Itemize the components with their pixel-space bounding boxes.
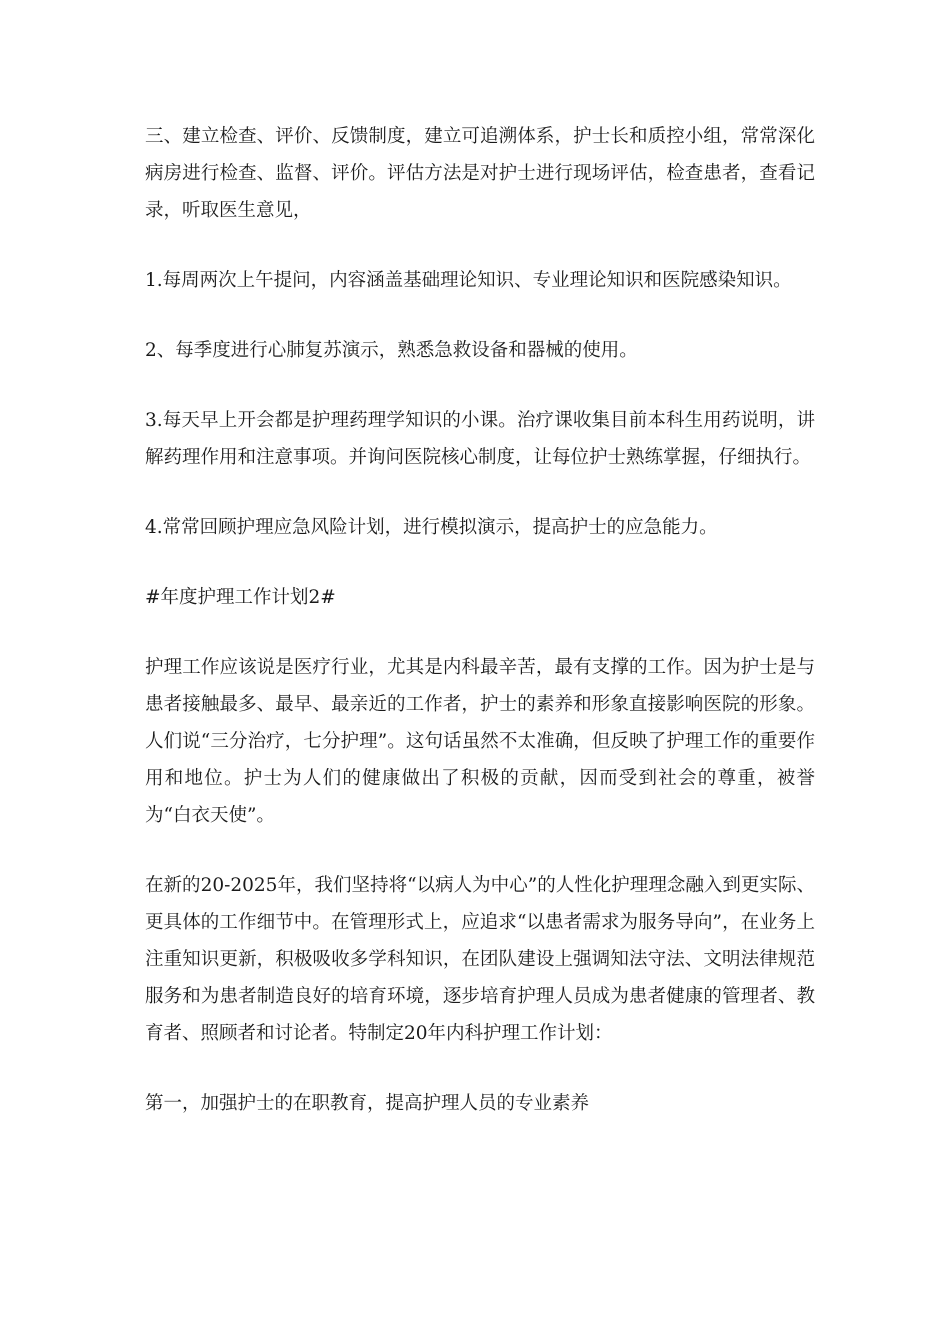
paragraph-item-3: 3.每天早上开会都是护理药理学知识的小课。治疗课收集目前本科生用药说明，讲解药理作用和注意事项。并询问医院核心制度，让每位护士熟练掌握，仔细执行。 [145, 410, 815, 468]
paragraph-feedback-system: 三、建立检查、评价、反馈制度，建立可追溯体系，护士长和质控小组，常常深化病房进行检查、监督、评价。评估方法是对护士进行现场评估，检查患者，查看记录，听取医生意见， [145, 126, 815, 221]
paragraph-first-point: 第一，加强护士的在职教育，提高护理人员的专业素养 [145, 1093, 590, 1114]
paragraph-nursing-intro: 护理工作应该说是医疗行业，尤其是内科最辛苦，最有支撑的工作。因为护士是与患者接触最多、最早、最亲近的工作者，护士的素养和形象直接影响医院的形象。人们说“三分治疗，七分护理”。这句话虽然不太准确，但反映了护理工作的重要作用和地位。护士为人们的健康做出了积极的贡献，因而受到社会的尊重，被誉为“白衣天使”。 [145, 657, 815, 826]
document-body [145, 118, 815, 1155]
paragraph-item-2: 2、每季度进行心肺复苏演示，熟悉急救设备和器械的使用。 [145, 340, 638, 361]
paragraph-item-1: 1.每周两次上午提问，内容涵盖基础理论知识、专业理论知识和医院感染知识。 [145, 270, 792, 291]
section-heading: #年度护理工作计划2# [145, 587, 336, 608]
paragraph-item-4: 4.常常回顾护理应急风险计划，进行模拟演示，提高护士的应急能力。 [145, 517, 718, 538]
paragraph-new-year-plan: 在新的20-2025年，我们坚持将“以病人为中心”的人性化护理理念融入到更实际、更具体的工作细节中。在管理形式上，应追求“以患者需求为服务导向”，在业务上注重知识更新，积极吸收多学科知识，在团队建设上强调知法守法、文明法律规范服务和为患者制造良好的培育环境，逐步培育护理人员成为患者健康的管理者、教育者、照顾者和讨论者。特制定20年内科护理工作计划： [145, 875, 815, 1044]
